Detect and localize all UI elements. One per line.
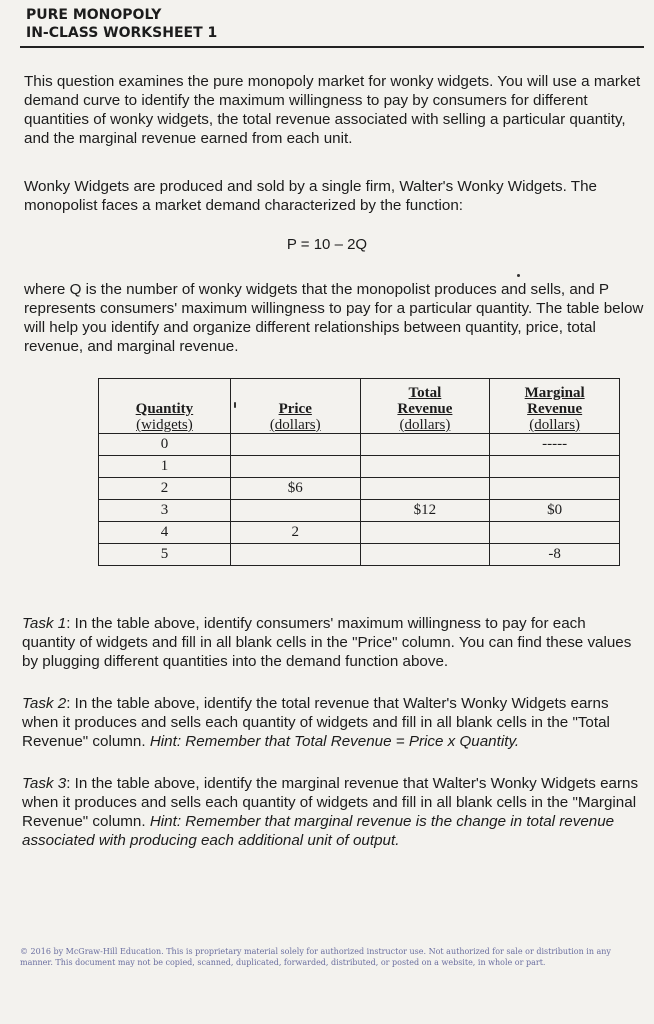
table-row <box>99 522 620 544</box>
task-3-text: : In the table above, identify the marginal revenue that Walter's Wonky Widgets earns when it produces and sells each quantity of widgets and fill in all blank cells in the "Marginal Revenue" column. <box>22 775 639 830</box>
copyright-footer: © 2016 by McGraw-Hill Education. This is proprietary material solely for authorized instructor use. Not authorized for sale or distribution in any manner. This document may not be copied, scanned, duplicated, forwarded, distributed, or posted on a website, in whole or part. <box>20 947 611 967</box>
intro-paragraph-3: where Q is the number of wonky widgets that the monopolist produces and sells, and P represents consumers' maximum willingness to pay for a particular quantity. The table below will help you identify and organize different relationships between quantity, price, total revenue, and marginal revenue. <box>24 281 644 355</box>
cell-total-revenue[interactable] <box>360 544 490 566</box>
demand-formula: P = 10 – 2Q <box>286 236 368 253</box>
cell-quantity: 5 <box>99 544 231 566</box>
cell-marginal-revenue[interactable] <box>490 522 620 544</box>
cell-marginal-revenue: $0 <box>490 500 620 522</box>
cell-marginal-revenue[interactable] <box>490 456 620 478</box>
cell-price: 2 <box>230 522 360 544</box>
cell-price[interactable] <box>230 544 360 566</box>
header-title: PURE MONOPOLY <box>26 7 162 23</box>
header-marginal-revenue: Marginal Revenue (dollars) <box>490 379 620 434</box>
task-1-text: : In the table above, identify consumers' maximum willingness to pay for each quantity of widgets and fill in all blank cells in the "Price" column. You can find these values by plugging different quantities into the demand function above. <box>22 615 632 670</box>
table-row <box>99 478 620 500</box>
cell-quantity: 2 <box>99 478 231 500</box>
cell-price[interactable] <box>230 434 360 456</box>
intro-paragraph-2: Wonky Widgets are produced and sold by a single firm, Walter's Wonky Widgets. The monopolist faces a market demand characterized by the function: <box>24 178 597 214</box>
header-price: Price (dollars) <box>230 379 360 434</box>
header-total-revenue: Total Revenue (dollars) <box>360 379 490 434</box>
task-3-hint: Hint: Remember that marginal revenue is the change in total revenue associated with producing each additional unit of output. <box>22 813 615 849</box>
task-3 <box>22 774 642 850</box>
cell-price[interactable] <box>230 500 360 522</box>
task-2 <box>22 694 642 751</box>
header-subtitle: IN-CLASS WORKSHEET 1 <box>26 25 218 41</box>
cell-quantity: 3 <box>99 500 231 522</box>
task-1 <box>22 614 642 671</box>
cell-total-revenue: $12 <box>360 500 490 522</box>
cell-marginal-revenue: -8 <box>490 544 620 566</box>
cell-price: $6 <box>230 478 360 500</box>
intro-paragraph-1: This question examines the pure monopoly market for wonky widgets. You will use a market demand curve to identify the maximum willingness to pay by consumers for different quantities of wonky widgets, the total revenue associated with selling a particular quantity, and the marginal revenue earned from each unit. <box>24 73 641 147</box>
monopoly-table <box>98 378 620 566</box>
cell-quantity: 4 <box>99 522 231 544</box>
cell-total-revenue[interactable] <box>360 522 490 544</box>
table-row <box>99 434 620 456</box>
pen-mark <box>234 402 236 408</box>
task-2-text: : In the table above, identify the total revenue that Walter's Wonky Widgets earns when it produces and sells each quantity of widgets and fill in all blank cells in the "Total Revenue" column. <box>22 695 610 750</box>
header-divider <box>20 46 644 48</box>
pen-mark <box>517 274 520 277</box>
task-2-label: Task 2 <box>22 695 67 712</box>
worksheet-header <box>26 6 217 42</box>
header-quantity: Quantity (widgets) <box>99 379 231 434</box>
task-1-label: Task 1 <box>22 615 67 632</box>
table-row <box>99 500 620 522</box>
task-2-hint: Hint: Remember that Total Revenue = Price x Quantity. <box>149 733 520 750</box>
table-row <box>99 544 620 566</box>
cell-total-revenue[interactable] <box>360 478 490 500</box>
cell-total-revenue[interactable] <box>360 456 490 478</box>
table-header-row <box>99 379 620 434</box>
cell-total-revenue[interactable] <box>360 434 490 456</box>
cell-quantity: 0 <box>99 434 231 456</box>
task-3-label: Task 3 <box>22 775 67 792</box>
table-row <box>99 456 620 478</box>
cell-price[interactable] <box>230 456 360 478</box>
cell-marginal-revenue[interactable] <box>490 478 620 500</box>
cell-quantity: 1 <box>99 456 231 478</box>
cell-marginal-revenue: ----- <box>490 434 620 456</box>
